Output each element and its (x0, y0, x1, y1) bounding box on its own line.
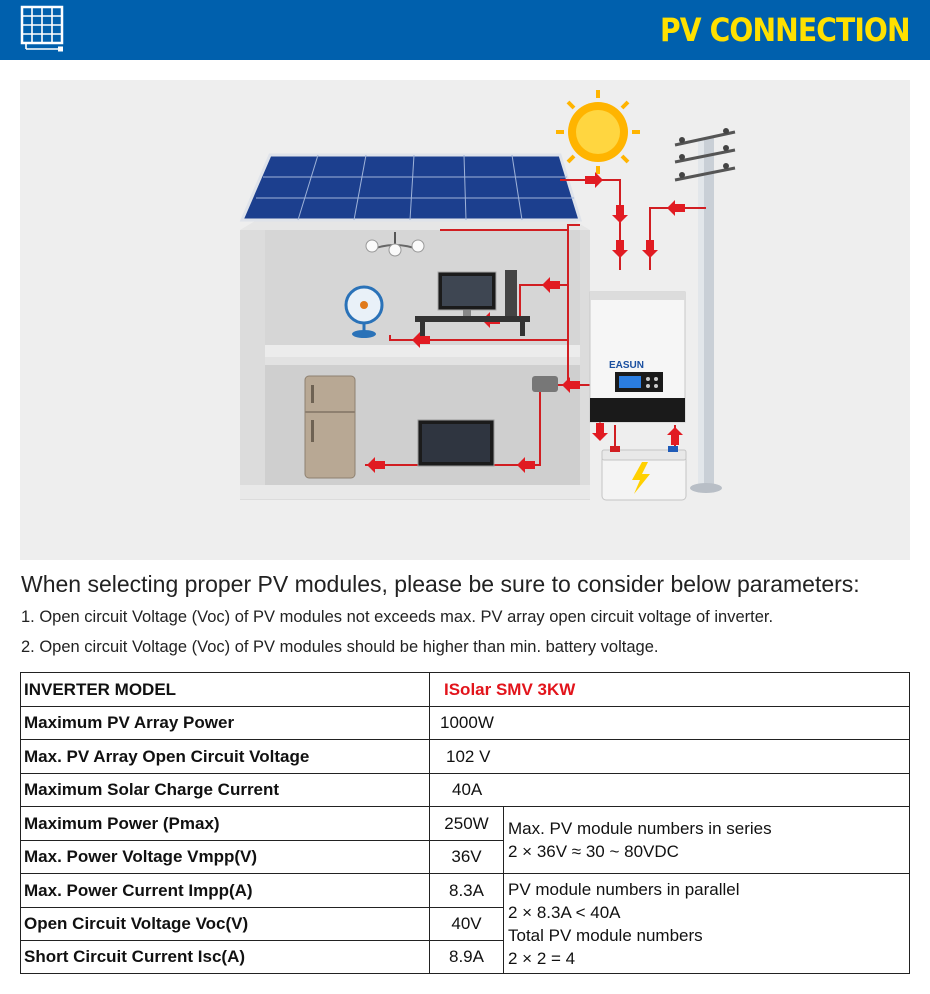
table-row-value: 102 V (430, 740, 909, 774)
table-row-label: Max. Power Current Impp(A) (21, 874, 430, 908)
table-row-label: Maximum Power (Pmax) (21, 807, 430, 841)
table-row-label: Max. Power Voltage Vmpp(V) (21, 841, 430, 874)
parallel-note-line: PV module numbers in parallel (508, 879, 740, 899)
table-row-value: 40V (430, 908, 504, 941)
battery-icon (602, 446, 686, 500)
spec-table (20, 672, 910, 974)
system-illustration (20, 80, 910, 560)
table-header-value: ISolar SMV 3KW (430, 673, 909, 707)
note-1: 1. Open circuit Voltage (Voc) of PV modules not exceeds max. PV array open circuit voltage of inverter. (21, 608, 774, 626)
table-header-label: INVERTER MODEL (21, 673, 430, 707)
table-row-value: 250W (430, 807, 504, 841)
parallel-note (504, 874, 909, 973)
table-row-label: Short Circuit Current Isc(A) (21, 941, 430, 973)
inverter-brand: EASUN (609, 360, 645, 371)
house (240, 212, 590, 500)
tv-icon (418, 420, 494, 466)
table-row-label: Maximum PV Array Power (21, 707, 430, 740)
series-note-line: 2 × 36V ≈ 30 ~ 80VDC (508, 842, 679, 861)
table-row-label: Maximum Solar Charge Current (21, 774, 430, 807)
parallel-note-line: 2 × 2 = 4 (508, 948, 576, 968)
table-row-label: Open Circuit Voltage Voc(V) (21, 908, 430, 941)
intro-text: When selecting proper PV modules, please be sure to consider below parameters: (21, 571, 860, 597)
refrigerator-icon (305, 376, 355, 478)
table-row-value: 8.9A (430, 941, 504, 973)
parallel-note-line: 2 × 8.3A < 40A (508, 902, 621, 922)
sun-icon (556, 90, 640, 174)
table-row-value: 36V (430, 841, 504, 874)
socket-icon (532, 376, 558, 392)
series-note-line: Max. PV module numbers in series (508, 819, 772, 838)
parallel-note-line: Total PV module numbers (508, 925, 703, 945)
header-bar (0, 0, 930, 60)
table-row-label: Max. PV Array Open Circuit Voltage (21, 740, 430, 774)
solar-panel-icon (242, 155, 580, 220)
solar-panel-icon (20, 5, 66, 55)
page-title: PV CONNECTION (660, 11, 910, 49)
table-row-value: 1000W (430, 707, 909, 740)
table-row-value: 8.3A (430, 874, 504, 908)
inverter-icon (590, 292, 685, 422)
note-2: 2. Open circuit Voltage (Voc) of PV modules should be higher than min. battery voltage. (21, 638, 659, 656)
table-row-value: 40A (430, 774, 909, 807)
series-note (504, 807, 909, 874)
